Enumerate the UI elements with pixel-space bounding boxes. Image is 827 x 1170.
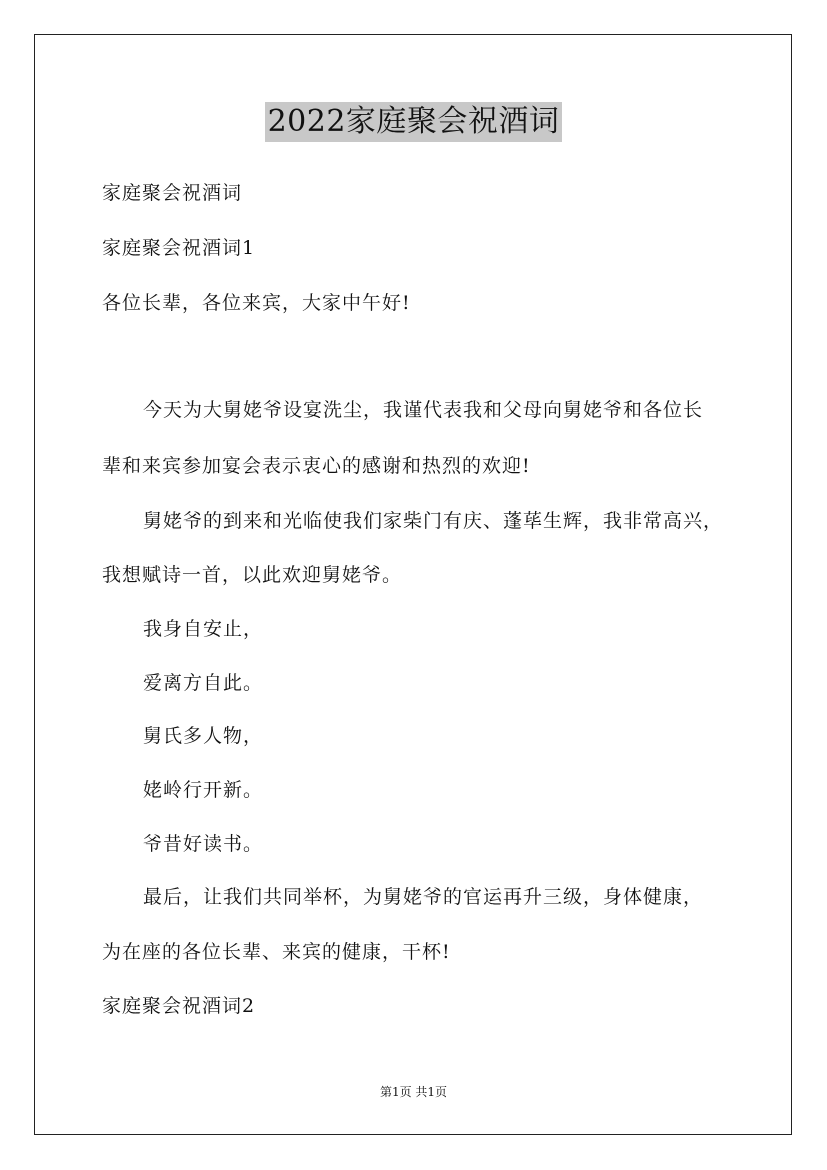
poem-line: 爱离方自此。: [143, 672, 264, 694]
page-number: 第1页 共1页: [379, 1085, 448, 1099]
paragraph-line: 我想赋诗一首，以此欢迎舅姥爷。: [102, 564, 403, 586]
greeting-line: 各位长辈，各位来宾，大家中午好!: [102, 292, 411, 314]
poem-line: 我身自安止，: [143, 618, 264, 640]
poem-line: 舅氏多人物，: [143, 725, 264, 747]
poem-line: 爷昔好读书。: [143, 833, 264, 855]
document-title: 2022家庭聚会祝酒词: [265, 102, 563, 142]
paragraph-line: 最后，让我们共同举杯，为舅姥爷的官运再升三级，身体健康，: [143, 886, 704, 908]
paragraph-line: 为在座的各位长辈、来宾的健康，干杯!: [102, 941, 451, 963]
paragraph-line: 舅姥爷的到来和光临使我们家柴门有庆、蓬荜生辉，我非常高兴，: [143, 510, 724, 532]
paragraph-line: 今天为大舅姥爷设宴洗尘，我谨代表我和父母向舅姥爷和各位长: [143, 399, 704, 421]
section-heading: 家庭聚会祝酒词: [102, 182, 243, 204]
title-container: [0, 102, 827, 142]
poem-line: 姥岭行开新。: [143, 779, 264, 801]
section-heading-2: 家庭聚会祝酒词2: [102, 995, 256, 1017]
paragraph-line: 辈和来宾参加宴会表示衷心的感谢和热烈的欢迎!: [102, 455, 531, 477]
section-heading-1: 家庭聚会祝酒词1: [102, 237, 256, 259]
